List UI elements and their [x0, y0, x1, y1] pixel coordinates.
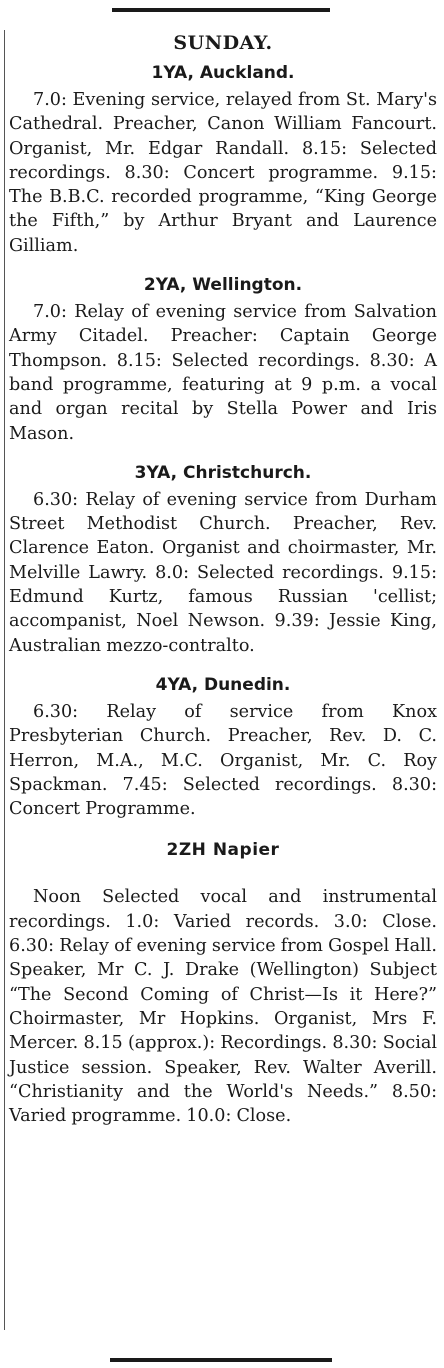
- day-heading: SUNDAY.: [173, 32, 273, 54]
- station-programme: Noon Selected vocal and instrumental recordings. 1.0: Varied records. 3.0: Close. 6.30: Relay of evening service from Gospel Hall. Speaker, Mr C. J. Drake (Wellington) Subject “The Second Coming of Christ—Is it Here?” Choirmaster, Mr Hopkins. Organist, Mrs F. Mercer. 8.15 (approx.): Recordings. 8.30: Social Justice session. Speaker, Rev. Walter Averill. “Christianity and the World's Needs.” 8.50: Varied programme. 10.0: Close.: [9, 887, 437, 1127]
- bottom-rule: [110, 1358, 332, 1362]
- station-name: 4YA, Dunedin.: [155, 674, 291, 695]
- station-programme: 6.30: Relay of evening service from Durham Street Methodist Church. Preacher, Rev. Clarence Eaton. Organist and choirmaster, Mr. Melville Lawry. 8.0: Selected recordings. 9.15: Edmund Kurtz, famous Russian 'cellist; accompanist, Noel Newson. 9.39: Jessie King, Australian mezzo-contralto.: [9, 489, 437, 656]
- station-name: 2ZH Napier: [166, 840, 280, 861]
- column-rule: [4, 30, 5, 1330]
- station-programme: 6.30: Relay of service from Knox Presbyterian Church. Preacher, Rev. D. C. Herron, M.A., M.C. Organist, Mr. C. Roy Spackman. 7.45: Selected recordings. 8.30: Concert Programme.: [9, 701, 437, 820]
- listings-column: [9, 30, 437, 1128]
- station-name: 1YA, Auckland.: [151, 63, 295, 83]
- station-programme: 7.0: Relay of evening service from Salvation Army Citadel. Preacher: Captain George Thompson. 8.15: Selected recordings. 8.30: A band programme, featuring at 9 p.m. a vocal and organ recital by Stella Power and Iris Mason.: [9, 302, 437, 444]
- station-name: 2YA, Wellington.: [143, 275, 303, 296]
- station-listing-1ya: [9, 60, 437, 258]
- station-programme: 7.0: Evening service, relayed from St. Mary's Cathedral. Preacher, Canon William Fancourt. Organist, Mr. Edgar Randall. 8.15: Selected recordings. 8.30: Concert programme. 9.15: The B.B.C. recorded programme, “King George the Fifth,” by Arthur Bryant and Laurence Gilliam.: [9, 90, 437, 256]
- station-listing-4ya: [9, 672, 437, 821]
- station-name: 3YA, Christchurch.: [134, 462, 312, 483]
- station-listing-2ya: [9, 272, 437, 446]
- top-rule: [112, 8, 330, 12]
- station-listing-3ya: [9, 460, 437, 658]
- station-listing-2zh: [9, 837, 437, 1128]
